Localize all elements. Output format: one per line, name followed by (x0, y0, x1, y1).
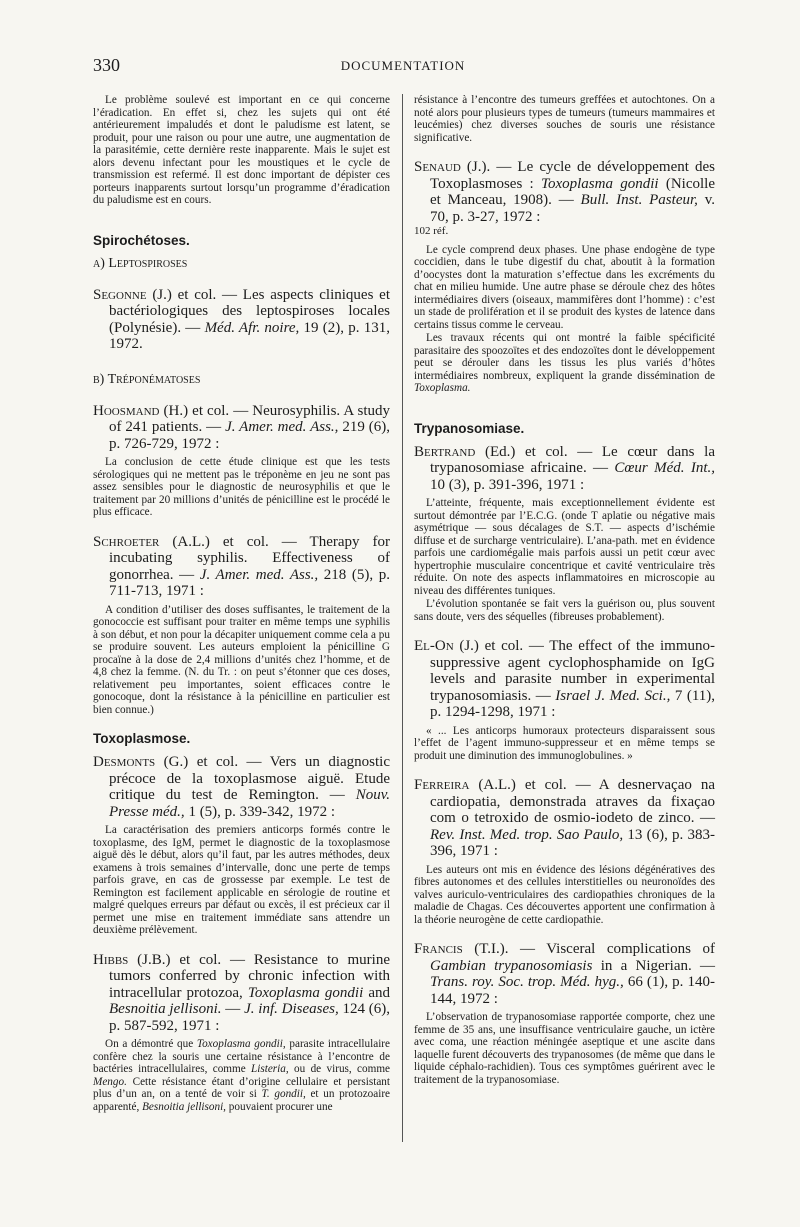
abstract-francis: L’observation de trypanosomiase rapportée comporte, chez une femme de 35 ans, une insuffisance ventriculaire gauche, un ictère avec coma, une réaction méningée aseptique et une ascite dans laquelle furent découverts des trypanosomes (de même que dans le liquide céphalo-rachidien). Tous ces symptômes guérirent avec le traitement de la trypanosomiase. (414, 1011, 715, 1086)
abstract-bertrand-2: L’évolution spontanée se fait vers la guérison ou, plus souvent sans doute, vers des séquelles (fibreuses probablement). (414, 598, 715, 623)
section-heading-toxoplasmose: Toxoplasmose. (93, 731, 191, 746)
abstract-schroeter: A condition d’utiliser des doses suffisantes, le traitement de la gonococcie est suffisant pour traiter en même temps une syphilis à son début, et non pour la décapiter uniquement comme cela a pu se produire souvent. Les auteurs emploient la pénicilline G procaïne à la dose de 2,4 millions d’unités chez l’homme, et de 4,8 chez la femme. (N. du Tr. : on peut s’étonner que ces doses, relativement peu importantes, soient efficaces contre le gonocoque, dont la résistance à la pénicilline en particulier est bien connue.) (93, 603, 390, 716)
reference-desmonts: Desmonts (G.) et col. — Vers un diagnostic précoce de la toxoplasmose aiguë. Etude critique du test de Remington. — Nouv. Presse méd., 1 (5), p. 339-342, 1972 : (93, 754, 390, 820)
section-heading-trypanosomiase: Trypanosomiase. (414, 420, 525, 436)
reference-hoosmand: Hoosmand (H.) et col. — Neurosyphilis. A study of 241 patients. — J. Amer. med. Ass., 219 (6), p. 726-729, 1972 : (93, 402, 390, 452)
page-header (93, 55, 713, 79)
running-title: DOCUMENTATION (340, 58, 466, 73)
reference-schroeter: Schroeter (A.L.) et col. — Therapy for incubating syphilis. Effectiveness of gonorrhea. — J. Amer. med. Ass., 218 (5), p. 711-713, 1971 : (93, 533, 391, 599)
reference-el-on: El-On (J.) et col. — The effect of the immuno-suppressive agent cyclophosphamide on IgG levels and parasite number in experimental trypanosomiasis. — Israel J. Med. Sci., 7 (11), p. 1294-1298, 1971 : (414, 638, 716, 720)
abstract-desmonts: La caractérisation des premiers anticorps formés contre le toxoplasme, des IgM, permet le diagnostic de la toxoplasmose aiguë dès le début, alors qu’il faut, par les autres méthodes, deux examens à trois semaines d’intervalle, donc une perte de temps parfois grave, en cas de grossesse par exemple. Le test de Remington est facilement applicable en sérologie de routine et malgré quelques erreurs par défaut ou excès, il est précieux car il permet une mise en traitement immédiate sans attendre un deuxième prélèvement. (93, 824, 390, 936)
abstract-ferreira: Les auteurs ont mis en évidence des lésions dégénératives des fibres autonomes et des cellules interstitielles ou neuronoïdes des valves auriculo-ventriculaires des cardiopathies chroniques de la maladie de Chagas. Ces découvertes apportent une confirmation à la théorie neurogène de cette cardiopathie. (414, 863, 715, 926)
reference-hibbs: Hibbs (J.B.) et col. — Resistance to murine tumors conferred by chronic infection with intracellular protozoa, Toxoplasma gondii and Besnoitia jellisoni. — J. inf. Diseases, 124 (6), p. 587-592, 1971 : (93, 951, 391, 1034)
abstract-el-on: « ... Les anticorps humoraux protecteurs disparaissent sous l’effet de l’agent immuno-suppresseur et en même temps se produit une diminution des immunoglobulines. » (414, 724, 715, 762)
section-heading-spirochetoses: Spirochétoses. (93, 232, 190, 248)
subheading-treponematoses: b) Tréponématoses (93, 371, 201, 387)
right-column (414, 94, 715, 1086)
reference-count: 102 réf. (414, 225, 449, 237)
column-divider (402, 94, 403, 1142)
reference-senaud: Senaud (J.). — Le cycle de développement des Toxoplasmoses : Toxoplasma gondii (Nicolle et Manceau, 1908). — Bull. Inst. Pasteur, v. 70, p. 3-27, 1972 : 102 réf. (414, 159, 715, 240)
intro-paragraph: Le problème soulevé est important en ce qui concerne l’éradication. En effet si, chez les sujets qui ont été antérieurement impaludés et dont le paludisme est latent, se produit, pour une raison ou pour une autre, une augmentation de la parasitémie, cette dernière reste inapparente. Mais le sujet est alors devenu infectant pour les moustiques et le cycle de transmission est refermé. Il est donc important de dépister ces porteurs inapparents surtout lorsqu’un programme d’éradication du paludisme est en cours. (93, 94, 390, 206)
abstract-senaud-2: Les travaux récents qui ont montré la faible spécificité parasitaire des spoozoïtes et des endozoïtes dont le développement peut se dérouler dans les tissus les plus variés d’hôtes intermédiaires nombreux, expliquent la grande dissémination de Toxoplasma. (414, 332, 715, 394)
page-number: 330 (93, 55, 120, 75)
abstract-hibbs-continued: résistance à l’encontre des tumeurs greffées et autochtones. On a noté alors pour plusieurs types de tumeurs (tumeurs mammaires et leucémies) chez diverses souches de souris une résistance significative. (414, 94, 715, 144)
reference-ferreira: Ferreira (A.L.) et col. — A desnervaçao na cardiopatia, demonstrada atraves da fixaçao com o tetroxido de osmio-iodeto de zinco. — Rev. Inst. Med. trop. Sao Paulo, 13 (6), p. 383-396, 1971 : (414, 777, 715, 859)
abstract-bertrand-1: L’atteinte, fréquente, mais exceptionnellement évidente est surtout démontrée par l’E.C.G. (onde T aplatie ou négative mais asymétrique — sous décalages de S.T. — aspects d’ischémie diffuse et de surcharge ventriculaire). L’ana-path. met en évidence parfois une cardiomégalie mais parfois aussi un petit cœur avec hypertrophie musculaire concentrique et cavité ventriculaire très réduite. On note des aspects inflammatoires en microscopie au niveau des différentes tuniques. (414, 497, 715, 597)
left-column (93, 94, 390, 1113)
subheading-leptospiroses: a) Leptospiroses (93, 255, 188, 271)
abstract-senaud-1: Le cycle comprend deux phases. Une phase endogène de type coccidien, dans le tube digestif du chat, aboutit à la formation d’oocystes dont la maturation s’effectue dans les excréments du chat en milieu humide. Une autre phase se déroule chez des hôtes intermédiaires divers (oiseaux, mammifères dont l’homme) : c’est un stade de prolifération et il se produit des kystes de latence dans certains tissus comme le cerveau. (414, 243, 715, 331)
reference-segonne: Segonne (J.) et col. — Les aspects cliniques et bactériologiques des leptospiroses locales (Polynésie). — Méd. Afr. noire, 19 (2), p. 131, 1972. (93, 286, 390, 352)
abstract-hoosmand: La conclusion de cette étude clinique est que les tests sérologiques qui ne mettent pas le tréponème en jeu ne sont pas assez sensibles pour le diagnostic de neurosyphilis et que le traitement par 20 millions d’unités de pénicilline est le procédé le plus efficace. (93, 456, 390, 518)
reference-bertrand: Bertrand (Ed.) et col. — Le cœur dans la trypanosomiase africaine. — Cœur Méd. Int., 10 (3), p. 391-396, 1971 : (414, 443, 715, 493)
reference-francis: Francis (T.I.). — Visceral complications of Gambian trypanosomiasis in a Nigerian. — Trans. roy. Soc. trop. Méd. hyg., 66 (1), p. 140-144, 1972 : (414, 941, 715, 1007)
abstract-hibbs: On a démontré que Toxoplasma gondii, parasite intracellulaire confère chez la souris une certaine résistance à l’encontre de bactéries intracellulaires, comme Listeria, ou de virus, comme Mengo. Cette résistance étant d’origine cellulaire et persistant plus d’un an, on a tenté de voir si T. gondii, et un protozoaire apparenté, Besnoitia jellisoni, pouvaient procurer une (93, 1038, 391, 1113)
